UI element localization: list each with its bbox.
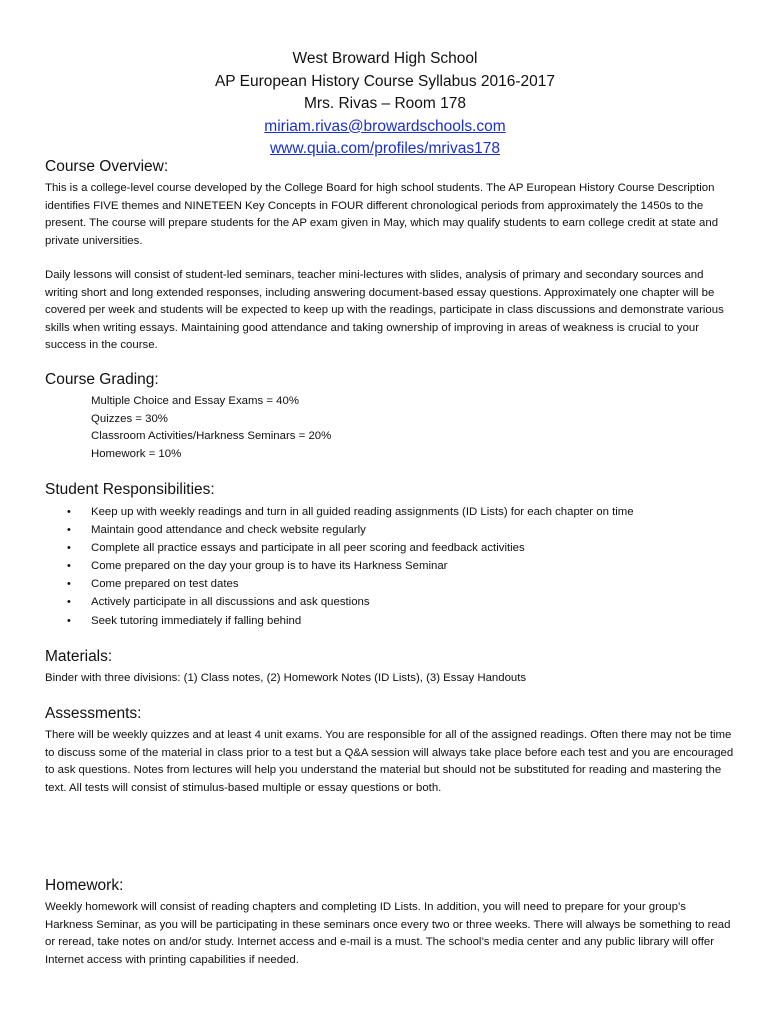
list-item: • Come prepared on the day your group is to have its Harkness Seminar [45, 557, 634, 575]
assessments-text: There will be weekly quizzes and at least 4 unit exams. You are responsible for all of the assigned readings. Often there may not be time to discuss some of the material in class prior to a test but a Q&A session will always take place before each test and you are encouraged to ask questions. Notes from lectures will help you understand the material but should not be substituted for reading and mastering the text. All tests will consist of stimulus-based multiple or essay questions or both. [45, 729, 734, 794]
bullet-icon: • [67, 560, 71, 573]
list-item: • Seek tutoring immediately if falling behind [45, 612, 634, 630]
overview-heading: Course Overview: [45, 158, 169, 175]
responsibilities-heading: Student Responsibilities: [45, 481, 215, 498]
website-link[interactable]: www.quia.com/profiles/mrivas178 [269, 140, 500, 157]
bullet-icon: • [67, 614, 71, 627]
bullet-icon: • [67, 524, 71, 537]
grading-item: Multiple Choice and Essay Exams = 40% [91, 395, 299, 407]
bullet-icon: • [67, 578, 71, 591]
homework-heading: Homework: [45, 877, 124, 894]
list-item: • Keep up with weekly readings and turn in all guided reading assignments (ID Lists) for each chapter on time [45, 503, 634, 521]
list-item: • Maintain good attendance and check website regularly [45, 521, 634, 539]
grading-item: Quizzes = 30% [91, 412, 168, 425]
email-link[interactable]: miriam.rivas@browardschools.com [264, 117, 506, 135]
overview-paragraph-2: Daily lessons will consist of student-led seminars, teacher mini-lectures with slides, analysis of primary and secondary sources and writing short and long extended responses, including answering document-based essay questions. Approximately one chapter will be covered per week and students will be expected to keep up with the readings, participate in class discussions and demonstrate various skills when writing essays. Maintaining good attendance and taking ownership of improving in areas of weakness is crucial to your success in the course. [45, 269, 724, 352]
assessments-heading: Assessments: [45, 705, 142, 722]
materials-heading: Materials: [45, 648, 113, 665]
list-item: • Actively participate in all discussions and ask questions [45, 593, 634, 611]
grading-item: Homework = 10% [91, 447, 182, 460]
grading-heading: Course Grading: [45, 371, 159, 388]
list-item: • Come prepared on test dates [45, 575, 634, 593]
bullet-icon: • [67, 596, 71, 609]
document-header [0, 48, 770, 161]
list-item: • Complete all practice essays and participate in all peer scoring and feedback activities [45, 539, 634, 557]
overview-paragraph-1: This is a college-level course developed by the College Board for high school students. The AP European History Course Description identifies FIVE themes and NINETEEN Key Concepts in FOUR different chronological periods from approximately the 1450s to the present. The course will prepare students for the AP exam given in May, which may qualify students to earn college credit at state and private universities. [45, 182, 719, 247]
course-title: AP European History Course Syllabus 2016-2017 [214, 72, 556, 90]
teacher-room: Mrs. Rivas – Room 178 [304, 95, 466, 112]
materials-text: Binder with three divisions: (1) Class notes, (2) Homework Notes (ID Lists), (3) Essay Handouts [45, 672, 527, 684]
school-name: West Broward High School [292, 50, 478, 67]
grading-item: Classroom Activities/Harkness Seminars = 20% [91, 430, 332, 443]
bullet-icon: • [67, 506, 71, 518]
grading-list [91, 393, 331, 463]
responsibilities-list [45, 503, 634, 630]
bullet-icon: • [67, 542, 71, 555]
homework-text: Weekly homework will consist of reading chapters and completing ID Lists. In addition, you will need to prepare for your group’s Harkness Seminar, as you will be participating in these seminars once every two or three weeks. There will always be something to read or reread, take notes on and/or study. Internet access and e-mail is a must. The school’s media center and any public library will offer Internet access with printing capabilities if needed. [45, 901, 731, 966]
